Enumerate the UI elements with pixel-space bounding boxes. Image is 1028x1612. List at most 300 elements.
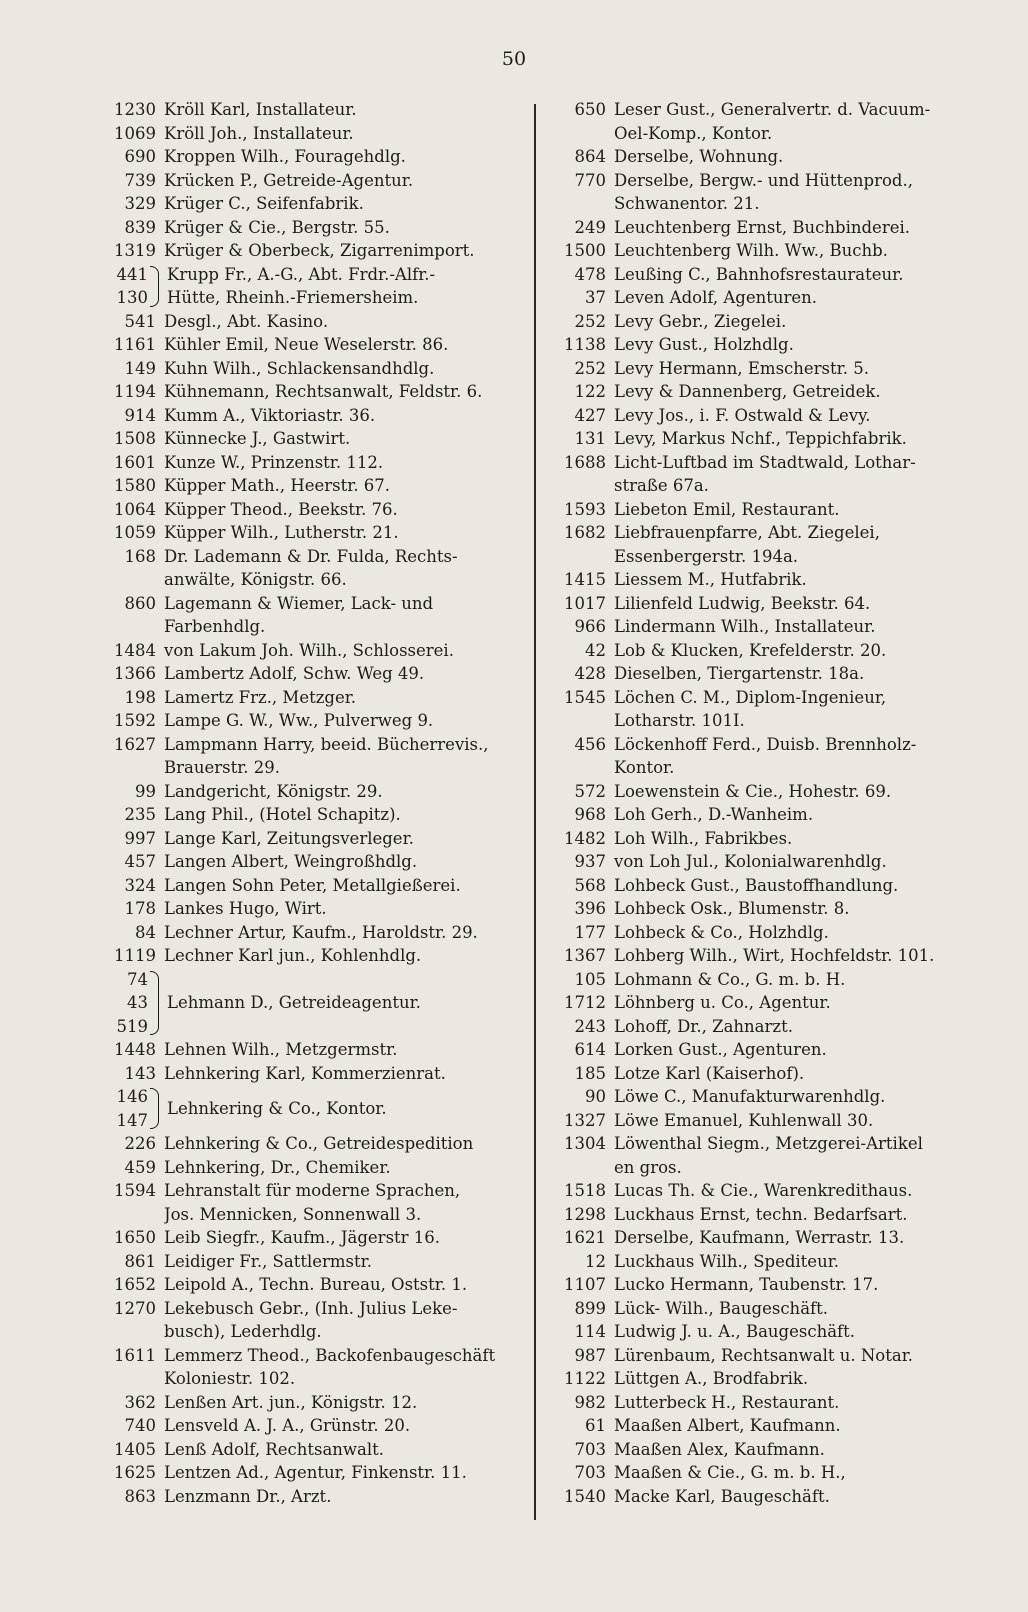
directory-entry [548,874,1008,898]
directory-entry [548,1273,1008,1297]
entry-number: 864 [574,147,606,166]
entry-number: 1415 [564,570,606,589]
entry-text [164,1156,532,1180]
directory-entry [548,1485,1008,1509]
entry-text [614,1461,1008,1485]
entry-number: 690 [124,147,156,166]
directory-entry [92,827,532,851]
directory-entry [92,780,532,804]
entry-text [164,1062,532,1086]
entry-number: 99 [135,781,156,801]
entry-line: Kumm A., Viktoriastr. 36. [164,405,376,425]
directory-entry [548,1132,1008,1179]
directory-entry [548,686,1008,733]
entry-number: 1540 [564,1486,606,1506]
entry-text [164,1485,532,1509]
directory-entry [92,921,532,945]
entry-number: 1298 [564,1204,606,1224]
entry-line: Ludwig J. u. A., Baugeschäft. [614,1322,856,1341]
directory-entry [92,1179,532,1226]
directory-entry [548,944,1008,968]
entry-line: Leipold A., Techn. Bureau, Oststr. 1. [164,1275,468,1294]
entry-line: Leven Adolf, Agenturen. [614,288,818,307]
entry-line: Luckhaus Wilh., Spediteur. [614,1251,840,1271]
entry-text [164,850,532,874]
entry-text [164,239,532,263]
entry-number: 1518 [564,1181,606,1200]
entry-line: Levy Jos., i. F. Ostwald & Levy. [614,405,871,425]
entry-line: Lechner Artur, Kaufm., Haroldstr. 29. [164,922,478,942]
entry-line: Dieselben, Tiergartenstr. 18a. [614,664,865,683]
directory-entry [548,968,1008,992]
entry-line: Kühler Emil, Neue Weselerstr. 86. [164,335,449,354]
directory-entry [548,216,1008,240]
directory-entry [548,780,1008,804]
entry-line: Künnecke J., Gastwirt. [164,429,351,448]
entry-line: Kuhn Wilh., Schlackensandhdlg. [164,358,435,378]
entry-continuation: Kontor. [614,758,675,777]
entry-line: Loewenstein & Cie., Hohestr. 69. [614,781,892,801]
entry-text [614,263,1008,287]
entry-text [614,286,1008,310]
entry-line: Löwe Emanuel, Kuhlenwall 30. [614,1110,874,1130]
column-divider [534,104,536,1520]
directory-entry [548,286,1008,310]
entry-line: Levy Gust., Holzhdlg. [614,335,794,354]
entry-continuation: Essenbergerstr. 194a. [614,546,799,566]
directory-entry [92,944,532,968]
directory-entry [92,662,532,686]
entry-text [164,498,532,522]
entry-text [164,380,532,404]
entry-number: 74 [127,969,148,989]
entry-number: 987 [574,1345,606,1365]
entry-number: 650 [574,100,606,119]
entry-text [614,1062,1008,1086]
entry-number: 1482 [564,828,606,848]
bracketed-entry [92,263,532,310]
directory-entry [92,1297,532,1344]
entry-text [614,1320,1008,1344]
entry-text [164,1344,532,1391]
entry-continuation: straße 67a. [614,476,709,495]
entry-line: Küpper Math., Heerstr. 67. [164,476,391,495]
entry-line: Lorken Gust., Agenturen. [614,1040,827,1059]
directory-entry [548,1179,1008,1203]
entry-text [614,1391,1008,1415]
entry-text [164,545,532,592]
directory-entry [548,803,1008,827]
entry-number: 1069 [114,123,156,143]
entry-line: Lagemann & Wiemer, Lack- und [164,593,434,613]
entry-line: Lechner Karl jun., Kohlenhdlg. [164,946,422,965]
entry-line: Maaßen & Cie., G. m. b. H., [614,1463,846,1482]
entry-text [164,333,532,357]
directory-entry [92,216,532,240]
entry-line: Liebeton Emil, Restaurant. [614,499,840,519]
page-number: 50 [501,48,527,70]
entry-number: 146 [116,1087,148,1106]
entry-text [614,1226,1008,1250]
entry-line: Langen Sohn Peter, Metallgießerei. [164,875,461,895]
entry-line: Lamertz Frz., Metzger. [164,687,357,707]
directory-entry [92,404,532,428]
entry-number: 1611 [114,1345,156,1365]
entry-line: Löwenthal Siegm., Metzgerei-Artikel [614,1134,923,1153]
directory-entry [548,404,1008,428]
entry-line: Krupp Fr., A.-G., Abt. Frdr.-Alfr.- [167,264,436,284]
entry-line: Lang Phil., (Hotel Schapitz). [164,805,401,824]
entry-number: 122 [574,382,606,401]
directory-entry [92,1344,532,1391]
entry-number: 61 [585,1416,606,1435]
directory-entry [548,427,1008,451]
entry-text [614,1297,1008,1321]
entry-line: Loh Wilh., Fabrikbes. [614,828,793,848]
entry-line: Löwe C., Manufakturwarenhdlg. [614,1087,886,1106]
entry-line: Lob & Klucken, Krefelderstr. 20. [614,640,887,660]
entry-number: 914 [124,405,156,425]
directory-entry [548,1367,1008,1391]
entry-text [614,216,1008,240]
entry-line: Kröll Joh., Installateur. [164,123,354,143]
entry-line: Lohbeck Gust., Baustoffhandlung. [614,875,899,895]
entry-text [164,357,532,381]
directory-entry [548,1085,1008,1109]
entry-text [164,780,532,804]
entry-number: 1621 [564,1228,606,1247]
entry-text [614,662,1008,686]
entry-number: 1601 [114,452,156,472]
entry-line: Kroppen Wilh., Fouragehdlg. [164,147,406,166]
entry-number: 396 [574,899,606,918]
entry-line: Lenßen Art. jun., Königstr. 12. [164,1392,418,1412]
entry-number: 168 [124,546,156,566]
entry-number: 1712 [564,993,606,1012]
entry-text [164,427,532,451]
entry-line: Lindermann Wilh., Installateur. [614,617,876,636]
bracket-numbers [92,968,148,1039]
entry-line: Levy, Markus Nchf., Teppichfabrik. [614,429,907,448]
directory-entry [548,662,1008,686]
entry-number: 84 [135,922,156,942]
entry-continuation: Lotharstr. 101I. [614,711,745,730]
entry-number: 519 [116,1016,148,1036]
entry-line: Maaßen Albert, Kaufmann. [614,1416,841,1435]
entry-number: 740 [124,1416,156,1435]
directory-entry [92,122,532,146]
entry-number: 1161 [114,335,156,354]
entry-text [164,733,532,780]
entry-number: 568 [574,875,606,895]
entry-number: 243 [574,1016,606,1036]
entry-text [164,169,532,193]
entry-text [614,1109,1008,1133]
entry-line: Lenß Adolf, Rechtsanwalt. [164,1439,385,1459]
entry-text [614,850,1008,874]
entry-number: 1484 [114,640,156,660]
entry-text [164,1273,532,1297]
entry-number: 42 [585,640,606,660]
entry-number: 428 [574,664,606,683]
entry-text [164,521,532,545]
entry-line: Liessem M., Hutfabrik. [614,570,807,589]
directory-entry [548,897,1008,921]
entry-text [614,357,1008,381]
entry-line: Lehnen Wilh., Metzgermstr. [164,1040,398,1059]
entry-continuation: busch), Lederhdlg. [164,1322,322,1341]
entry-number: 456 [574,734,606,754]
directory-entry [92,686,532,710]
entry-number: 131 [574,429,606,448]
entry-line: Krücken P., Getreide-Agentur. [164,170,414,190]
bracket-numbers [92,263,148,310]
entry-line: Loh Gerh., D.-Wanheim. [614,805,814,824]
entry-line: Krüger & Cie., Bergstr. 55. [164,217,390,237]
entry-text [164,897,532,921]
entry-number: 860 [124,593,156,613]
entry-text [164,1132,532,1156]
entry-number: 114 [574,1322,606,1341]
directory-entry [92,874,532,898]
directory-entry [548,1414,1008,1438]
entry-text [164,709,532,733]
entry-line: Lemmerz Theod., Backofenbaugeschäft [164,1345,496,1365]
directory-entry [92,98,532,122]
entry-line: Lehnkering & Co., Getreidespedition [164,1134,474,1153]
directory-entry [92,803,532,827]
entry-text [164,1297,532,1344]
directory-entry [92,1391,532,1415]
entry-number: 1592 [114,711,156,730]
entry-text [614,451,1008,498]
entry-number: 1594 [114,1181,156,1200]
entry-number: 12 [585,1251,606,1271]
entry-text [614,1132,1008,1179]
entry-number: 1367 [564,946,606,965]
entry-text [614,427,1008,451]
entry-text [614,239,1008,263]
entry-line: Lensveld A. J. A., Grünstr. 20. [164,1416,411,1435]
entry-number: 249 [574,217,606,237]
entry-line: Lucko Hermann, Taubenstr. 17. [614,1275,879,1294]
entry-line: Lüttgen A., Brodfabrik. [614,1369,809,1388]
entry-text [167,991,421,1015]
bracket-brace [150,1088,159,1129]
entry-line: Lohmann & Co., G. m. b. H. [614,969,846,989]
entry-number: 105 [574,969,606,989]
directory-entry [548,1250,1008,1274]
directory-entry [548,1297,1008,1321]
directory-entry [548,639,1008,663]
entry-number: 703 [574,1463,606,1482]
entry-text [614,1485,1008,1509]
entry-text [614,1203,1008,1227]
entry-text [164,662,532,686]
directory-entry [92,310,532,334]
entry-line: Lambertz Adolf, Schw. Weg 49. [164,664,425,683]
entry-line: von Lakum Joh. Wilh., Schlosserei. [164,640,454,660]
entry-text [164,592,532,639]
entry-continuation: Farbenhdlg. [164,617,266,636]
directory-entry [548,310,1008,334]
entry-text [614,827,1008,851]
entry-line: Liebfrauenpfarre, Abt. Ziegelei, [614,523,880,542]
entry-line: Derselbe, Kaufmann, Werrastr. 13. [614,1228,905,1247]
directory-entry [548,827,1008,851]
entry-text [614,380,1008,404]
entry-number: 1580 [114,476,156,495]
directory-entry [548,592,1008,616]
directory-entry [548,1438,1008,1462]
entry-number: 982 [574,1392,606,1412]
entry-number: 427 [574,405,606,425]
directory-entry [92,427,532,451]
directory-entry [548,169,1008,216]
entry-text [614,1367,1008,1391]
directory-entry [548,521,1008,568]
directory-entry [92,474,532,498]
entry-line: Luckhaus Ernst, techn. Bedarfsart. [614,1204,908,1224]
entry-text [614,1085,1008,1109]
directory-entry [92,1461,532,1485]
entry-line: Lohbeck & Co., Holzhdlg. [614,922,829,942]
entry-line: Leußing C., Bahnhofsrestaurateur. [614,264,904,284]
entry-number: 1650 [114,1228,156,1247]
directory-entry [548,1320,1008,1344]
entry-line: Hütte, Rheinh.-Friemersheim. [167,288,419,307]
directory-entry [92,1438,532,1462]
entry-line: Desgl., Abt. Kasino. [164,311,329,331]
entry-text [614,991,1008,1015]
entry-line: Maaßen Alex, Kaufmann. [614,1439,825,1459]
entry-text [164,1250,532,1274]
entry-number: 1625 [114,1463,156,1482]
entry-number: 1545 [564,687,606,707]
directory-entry [548,1109,1008,1133]
entry-line: Licht-Luftbad im Stadtwald, Lothar- [614,452,916,472]
entry-text [164,1391,532,1415]
directory-entry [548,1344,1008,1368]
directory-entry [92,592,532,639]
entry-text [614,310,1008,334]
entry-number: 459 [124,1157,156,1177]
entry-line: Lekebusch Gebr., (Inh. Julius Leke- [164,1298,458,1318]
entry-number: 177 [574,922,606,942]
entry-number: 1122 [564,1369,606,1388]
entry-number: 937 [574,852,606,871]
entry-text [164,192,532,216]
entry-text [614,921,1008,945]
bracketed-entry [92,968,532,1039]
directory-entry [548,921,1008,945]
directory-entry [548,239,1008,263]
entry-text [164,98,532,122]
directory-entry [548,991,1008,1015]
entry-line: Langen Albert, Weingroßhdlg. [164,852,418,871]
directory-entry [92,192,532,216]
entry-text [614,1414,1008,1438]
entry-number: 1194 [114,382,156,401]
entry-line: Lehnkering, Dr., Chemiker. [164,1157,391,1177]
entry-line: Lenzmann Dr., Arzt. [164,1486,332,1506]
directory-entry [548,1226,1008,1250]
entry-text [164,404,532,428]
directory-entry [548,1461,1008,1485]
directory-entry [92,357,532,381]
directory-entry [548,1203,1008,1227]
entry-number: 324 [124,875,156,895]
entry-text [164,216,532,240]
entry-continuation: Brauerstr. 29. [164,758,281,777]
entry-text [164,1414,532,1438]
entry-line: Lankes Hugo, Wirt. [164,899,327,918]
entry-number: 1059 [114,523,156,542]
entry-text [164,944,532,968]
entry-number: 178 [124,899,156,918]
entry-text [614,1038,1008,1062]
entry-line: Lohbeck Osk., Blumenstr. 8. [614,899,850,918]
entry-number: 614 [574,1040,606,1059]
directory-entry [548,615,1008,639]
entry-text [614,498,1008,522]
entry-number: 1119 [114,946,156,965]
directory-entry [92,1250,532,1274]
entry-number: 1107 [564,1275,606,1294]
entry-line: Leuchtenberg Wilh. Ww., Buchb. [614,241,888,260]
entry-line: Lampe G. W., Ww., Pulverweg 9. [164,711,434,730]
entry-line: Lampmann Harry, beeid. Bücherrevis., [164,734,489,754]
entry-number: 839 [124,217,156,237]
entry-text [164,145,532,169]
entry-text [614,733,1008,780]
entry-line: Lück- Wilh., Baugeschäft. [614,1298,829,1318]
entry-number: 226 [124,1134,156,1153]
entry-text [614,1015,1008,1039]
directory-entry [92,639,532,663]
entry-text [614,639,1008,663]
entry-number: 362 [124,1392,156,1412]
directory-entry [92,897,532,921]
entry-line: Lehnkering Karl, Kommerzienrat. [164,1063,446,1083]
directory-entry [548,498,1008,522]
entry-number: 198 [124,687,156,707]
directory-entry [92,145,532,169]
entry-text [167,1097,387,1121]
entry-text [614,333,1008,357]
entry-text [167,263,435,310]
entry-text [614,874,1008,898]
directory-entry [92,1485,532,1509]
entry-number: 252 [574,311,606,331]
entry-line: Lehranstalt für moderne Sprachen, [164,1181,461,1200]
directory-entry [92,380,532,404]
entry-number: 1652 [114,1275,156,1294]
entry-line: Krüger & Oberbeck, Zigarrenimport. [164,241,475,260]
entry-text [614,169,1008,216]
directory-entry [548,1015,1008,1039]
entry-line: Leuchtenberg Ernst, Buchbinderei. [614,217,910,237]
directory-entry [92,239,532,263]
entry-line: Löchen C. M., Diplom-Ingenieur, [614,687,887,707]
entry-number: 1304 [564,1134,606,1153]
bracket-brace [150,971,159,1036]
entry-line: Derselbe, Wohnung. [614,147,784,166]
entry-line: Dr. Lademann & Dr. Fulda, Rechts- [164,546,458,566]
entry-text [614,592,1008,616]
entry-line: Lehnkering & Co., Kontor. [167,1098,387,1118]
directory-entry [92,1273,532,1297]
